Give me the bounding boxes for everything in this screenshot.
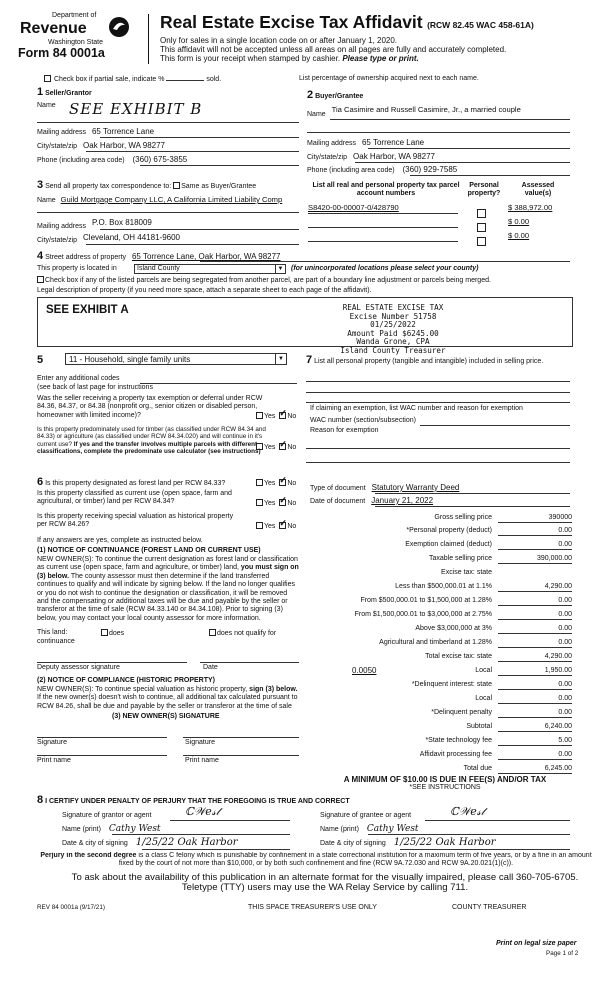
seller-phone[interactable]: (360) 675-3855 — [132, 155, 188, 164]
no-checkbox[interactable] — [279, 479, 286, 486]
segregated-checkbox[interactable] — [37, 276, 44, 283]
seller-phone-row: Phone (including area code) (360) 675-3855 — [37, 155, 188, 164]
historic-question: Is this property receiving special valuation as historical property per RCW 84.26? — [37, 513, 234, 529]
grantee-signature[interactable]: ℂ𝒲𝑒𝓈𝓉 — [450, 805, 485, 818]
legal-description-label: Legal description of property (if you need more space, attach a separate sheet to each page of the affidavit). — [37, 287, 372, 294]
reason-label: Reason for exemption — [310, 427, 379, 434]
street-address-row: 4 Street address of property 65 Torrence Lane, Oak Harbor, WA 98277 — [37, 250, 281, 262]
revision-code: REV 84 0001a (9/17/21) — [37, 904, 105, 911]
county-treasurer-label: COUNTY TREASURER — [452, 904, 527, 911]
additional-codes-label: Enter any additional codes — [37, 375, 120, 382]
buyer-mailing-row: Mailing address 65 Torrence Lane — [307, 138, 425, 147]
no-checkbox[interactable] — [279, 412, 286, 419]
grantee-name[interactable]: Cathy West — [366, 824, 419, 834]
local-rate[interactable]: 0.0050 — [352, 666, 377, 675]
timber-question: Is this property predominately used for timber (as classified under RCW 84.34 and 84.33) or agriculture (as classified under RCW 84.34.020) and will continue in it's current use? If yes and the transfer involves multiple parcels with different classifications, complete the predominate use calculator (see instructions) — [37, 426, 266, 456]
seller-city-row: City/state/zip Oak Harbor, WA 98277 — [37, 141, 165, 150]
exemption-answer: Yes ✓ No — [256, 412, 296, 421]
does-not-checkbox[interactable] — [209, 629, 216, 636]
excise-tax-stamp — [318, 304, 468, 356]
doc-date[interactable]: January 21, 2022 — [371, 496, 434, 505]
doc-type[interactable]: Statutory Warranty Deed — [371, 483, 460, 492]
county-row: This property is located in — [37, 265, 117, 272]
stamp-line: Wanda Grone, CPA — [356, 337, 430, 347]
new-owner-signature-label: Signature — [185, 739, 215, 746]
header-note2: This affidavit will not be accepted unless all areas on all pages are fully and accurately completed. — [160, 45, 507, 54]
notice1-title: (1) NOTICE OF CONTINUANCE (FOREST LAND OR CURRENT USE) — [37, 547, 261, 554]
buyer-name[interactable]: Tia Casimire and Russell Casimire, Jr., a married couple — [331, 105, 521, 114]
deputy-signature-label: Deputy assessor signature — [37, 664, 120, 671]
form-number: Form 84 0001a — [18, 46, 105, 60]
correspondence-city-row: City/state/zip Cleveland, OH 44181-9600 — [37, 233, 180, 244]
yes-checkbox[interactable] — [256, 499, 263, 506]
exemption-question: Was the seller receiving a property tax exemption or deferral under RCW 84.36, 84.37, or 84.38 (nonprofit org., senior citizen or disabled person, homeowner with limited income)? — [37, 395, 263, 419]
dropdown-arrow-icon: ▼ — [275, 265, 285, 274]
timber-answer: Yes ✓ No — [256, 443, 296, 452]
dropdown-arrow-icon: ▼ — [275, 354, 286, 365]
correspondence-mailing[interactable]: P.O. Box 818009 — [91, 218, 152, 227]
codes-note: (see back of last page for instructions — [37, 384, 153, 391]
forest-land-answer: Yes ✓ No — [256, 479, 296, 488]
notice3-title: (3) NEW OWNER(S) SIGNATURE — [112, 713, 220, 720]
dept-line2: Revenue — [20, 20, 87, 37]
notice2-title: (2) NOTICE OF COMPLIANCE (HISTORIC PROPERTY) — [37, 677, 215, 684]
yes-checkbox[interactable] — [256, 412, 263, 419]
new-owner-print-label: Print name — [185, 757, 219, 764]
wac-number-label: WAC number (section/subsection) — [310, 417, 416, 424]
section5-number: 5 — [37, 354, 44, 366]
exemption-wac-label: If claiming an exemption, list WAC number and reason for exemption — [310, 405, 523, 412]
street-address[interactable]: 65 Torrence Lane, Oak Harbor, WA 98277 — [131, 252, 281, 261]
correspondence-mailing-row: Mailing address P.O. Box 818009 — [37, 218, 152, 230]
notice2-text: NEW OWNER(S): To continue special valuation as historic property, sign (3) below. If the new owner(s) doesn't wish to continue, all additional tax calculated pursuant to RCW 84.26, shall be due and payable by the seller or transferor at the time of sale — [37, 686, 298, 710]
no-checkbox[interactable] — [279, 522, 286, 529]
seller-mailing-row: Mailing address 65 Torrence Lane — [37, 127, 155, 136]
buyer-name-row: Name Tia Casimire and Russell Casimire, Jr., a married couple — [307, 105, 521, 118]
use-code-select[interactable] — [65, 353, 287, 365]
legal-description-box[interactable] — [37, 297, 573, 347]
assessed-value[interactable]: $ 0.00 — [508, 217, 530, 226]
partial-sale-checkbox[interactable] — [44, 75, 51, 82]
grantee-date-row: Date & city of signing 1/25/22 Oak Harbor — [320, 837, 496, 848]
seller-city[interactable]: Oak Harbor, WA 98277 — [83, 141, 165, 150]
yes-checkbox[interactable] — [256, 479, 263, 486]
seller-mailing[interactable]: 65 Torrence Lane — [91, 127, 155, 136]
alt-format-notice: To ask about the availability of this publication in an alternate format for the visually impaired, please call 360-705-6705. Teletype (TTY) users may use the WA Relay Service by calling 711. — [71, 872, 579, 893]
no-checkbox[interactable] — [279, 499, 286, 506]
seller-section: 1 Seller/Grantor Name SEE EXHIBIT B — [37, 88, 299, 98]
notice1-text: NEW OWNER(S): To continue the current designation as forest land or classification as current use (open space, farm and agriculture, or timber) land, you must sign on (3) below. The county assessor must then determine if the land transferred continues to qualify and will indicate by signing below. If the land no longer qualifies or you do not wish to continue the designation or classification, it will be removed and the compensating or additional taxes will be due and payable by the seller or transferor at the time of sale (RCW 84.33.140 or 84.34.108). Prior to signing (3) below, you may contact your local county assessor for more information. — [37, 556, 299, 622]
unincorporated-note: (for unincorporated locations please select your county) — [291, 265, 479, 272]
historic-answer: Yes ✓ No — [256, 522, 296, 531]
grantor-date-row: Date & city of signing 1/25/22 Oak Harbor — [62, 837, 238, 848]
minimum-fee-note: A MINIMUM OF $10.00 IS DUE IN FEE(S) AND/OR TAX — [343, 775, 547, 784]
doc-type-row: Type of document Statutory Warranty Deed — [310, 483, 460, 492]
grantor-signature-row: Signature of grantor or agent — [62, 812, 152, 819]
grantee-signature-row: Signature of grantee or agent — [320, 812, 412, 819]
yes-checkbox[interactable] — [256, 443, 263, 450]
perjury-notice: Perjury in the second degree is a class C felony which is punishable by confinement in a state correctional institution for a maximum term of five years, or by a fine in an amount fixed by the court of not more than $10,000, or by both such confinement and fine (RCW 9A.72.030 and RCW 9A.20.021(1)(c)). — [40, 852, 592, 867]
current-use-answer: Yes ✓ No — [256, 499, 296, 508]
list-percentage-note: List percentage of ownership acquired next to each name. — [299, 75, 479, 82]
buyer-phone-row: Phone (including area code) (360) 929-7585 — [307, 165, 458, 174]
form-title: Real Estate Excise Tax Affidavit — [160, 12, 423, 32]
form-title-row — [160, 12, 600, 33]
doc-date-row: Date of document January 21, 2022 — [310, 496, 434, 505]
rcw-ref: (RCW 82.45 WAC 458-61A) — [427, 20, 534, 30]
page-number: Page 1 of 2 — [546, 950, 579, 957]
parcel-number[interactable]: S8420-00-00007-0/428790 — [308, 203, 399, 212]
this-land-row: This land: does does not qualify for — [37, 629, 277, 637]
correspondence-city[interactable]: Cleveland, OH 44181-9600 — [83, 233, 180, 242]
grantor-name-row: Name (print) Cathy West — [62, 824, 161, 834]
parcel-col-header: List all real and personal property tax parcel account numbers — [312, 182, 460, 198]
correspondence-heading: 3 Send all property tax correspondence to: Same as Buyer/Grantee — [37, 179, 257, 191]
continuance-label: continuance — [37, 638, 75, 645]
deputy-date-label: Date — [203, 664, 218, 671]
county-select[interactable] — [134, 264, 286, 274]
personal-col-header: Personal property? — [467, 182, 501, 198]
treasurer-use-label: THIS SPACE TREASURER'S USE ONLY — [248, 904, 377, 911]
revenue-swirl-icon — [108, 16, 130, 38]
use-code-value: 11 - Household, single family units — [69, 355, 191, 364]
grantor-date-city[interactable]: 1/25/22 Oak Harbor — [135, 837, 238, 848]
same-as-buyer-checkbox[interactable] — [173, 182, 180, 189]
legal-size-note: Print on legal size paper — [496, 940, 577, 947]
segregated-row: Check box if any of the listed parcels are being segregated from another parcel, are part of a boundary line adjustment or parcels being merged. — [37, 276, 491, 285]
header-note3: This form is your receipt when stamped by cashier. Please type or print. — [160, 54, 419, 63]
buyer-city[interactable]: Oak Harbor, WA 98277 — [353, 152, 435, 161]
buyer-heading: 2 Buyer/Grantee — [307, 89, 364, 101]
assessed-value[interactable]: $ 388,972.00 — [508, 203, 553, 212]
personal-property-label: 7 List all personal property (tangible and intangible) included in selling price. — [306, 354, 544, 366]
forest-land-question: 6 Is this property designated as forest land per RCW 84.33? — [37, 476, 226, 488]
seller-name[interactable]: SEE EXHIBIT B — [69, 100, 203, 118]
grantee-name-row: Name (print) Cathy West — [320, 824, 419, 834]
no-checkbox[interactable] — [279, 443, 286, 450]
does-checkbox[interactable] — [101, 629, 108, 636]
new-owner-signature-label: Signature — [37, 739, 67, 746]
buyer-city-row: City/state/zip Oak Harbor, WA 98277 — [307, 152, 435, 161]
partial-sale-row: Check box if partial sale, indicate % sold. — [44, 75, 221, 84]
yes-checkbox[interactable] — [256, 522, 263, 529]
header-divider — [148, 14, 149, 64]
buyer-phone[interactable]: (360) 929-7585 — [402, 165, 458, 174]
assessed-value[interactable]: $ 0.00 — [508, 231, 530, 240]
stamp-line: 01/25/2022 — [370, 320, 416, 330]
correspondence-name[interactable]: Guild Mortgage Company LLC, A California Limited Liability Comp — [60, 196, 283, 204]
stamp-line: Excise Number 51758 — [349, 311, 437, 321]
assessed-col-header: Assessed value(s) — [521, 182, 555, 198]
certify-heading: 8 I CERTIFY UNDER PENALTY OF PERJURY THAT THE FOREGOING IS TRUE AND CORRECT — [37, 794, 350, 806]
dept-line1: Department of — [52, 12, 97, 19]
grantor-name[interactable]: Cathy West — [108, 824, 161, 834]
grantor-signature[interactable]: ℂ𝒲𝑒𝓈𝓉 — [185, 805, 220, 818]
county-value: Island County — [137, 265, 180, 272]
stamp-line: Amount Paid $6245.00 — [347, 328, 439, 338]
stamp-line: REAL ESTATE EXCISE TAX — [342, 303, 444, 312]
buyer-mailing[interactable]: 65 Torrence Lane — [361, 138, 425, 147]
personal-property-checkbox[interactable] — [477, 237, 486, 246]
current-use-question: Is this property classified as current use (open space, farm and agricultural, or timber) land per RCW 84.34? — [37, 490, 232, 506]
legal-description-value: SEE EXHIBIT A — [46, 304, 129, 316]
state-name: Washington State — [48, 39, 103, 46]
grantee-date-city[interactable]: 1/25/22 Oak Harbor — [393, 837, 496, 848]
header-note1: Only for sales in a single location code on or after January 1, 2020. — [160, 36, 398, 45]
stamp-line: Island County Treasurer — [340, 345, 446, 355]
answers-note: If any answers are yes, complete as instructed below. — [37, 537, 203, 544]
new-owner-print-label: Print name — [37, 757, 71, 764]
correspondence-name-row: Name Guild Mortgage Company LLC, A California Limited Liability Comp — [37, 196, 283, 204]
see-instructions: *SEE INSTRUCTIONS — [409, 784, 481, 791]
